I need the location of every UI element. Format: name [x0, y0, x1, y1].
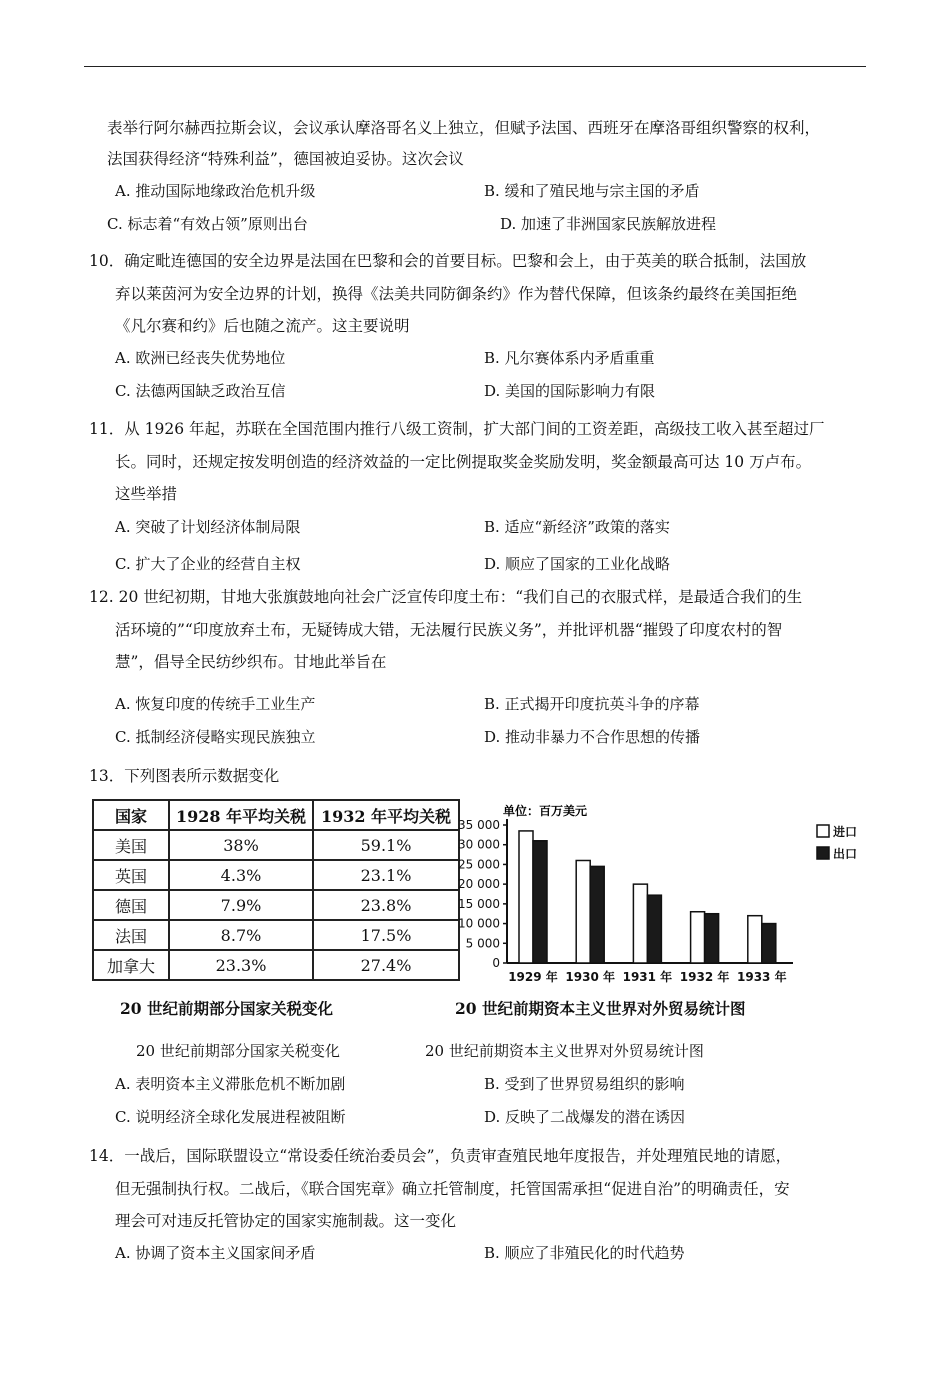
table-cell: 38% [169, 830, 313, 860]
x-tick-label: 1931 年 [622, 970, 673, 984]
q12-option-c[interactable]: C. 抵制经济侵略实现民族独立 [115, 728, 316, 746]
y-tick-label: 20 000 [458, 877, 500, 892]
bar-import [519, 831, 533, 963]
q9-text-line2: 法国获得经济“特殊利益”，德国被迫妥协。这次会议 [107, 150, 464, 168]
table-row [93, 860, 459, 890]
table-cell: 23.1% [313, 860, 459, 890]
y-tick-label: 5 000 [465, 936, 500, 951]
q12-option-d[interactable]: D. 推动非暴力不合作思想的传播 [484, 728, 701, 746]
sub-caption-left: 20 世纪前期部分国家关税变化 [136, 1042, 340, 1060]
q13-stem: 13．下列图表所示数据变化 [89, 767, 280, 785]
q13-option-a[interactable]: A. 表明资本主义滞胀危机不断加剧 [115, 1075, 346, 1093]
y-tick-label: 0 [492, 956, 500, 970]
q12-text-line3: 慧”，倡导全民纺纱织布。甘地此举旨在 [115, 653, 387, 671]
table-cell: 8.7% [169, 920, 313, 950]
q12-option-a[interactable]: A. 恢复印度的传统手工业生产 [115, 695, 316, 713]
table-cell: 加拿大 [93, 950, 169, 980]
bar-export [533, 841, 547, 963]
chart-unit-label: 单位：百万美元 [503, 804, 588, 818]
tariff-table-header [93, 800, 459, 830]
y-tick-label: 35 000 [458, 818, 500, 832]
q10-option-b[interactable]: B. 凡尔赛体系内矛盾重重 [484, 349, 655, 367]
q9-option-c[interactable]: C. 标志着“有效占领”原则出台 [107, 215, 308, 233]
table-cell: 23.8% [313, 890, 459, 920]
tariff-table [92, 799, 460, 981]
table-header-cell: 1928 年平均关税 [169, 800, 313, 830]
table-cell: 美国 [93, 830, 169, 860]
bar-export [762, 924, 776, 963]
q11-option-a[interactable]: A. 突破了计划经济体制局限 [115, 518, 301, 536]
table-cell: 17.5% [313, 920, 459, 950]
q10-option-d[interactable]: D. 美国的国际影响力有限 [484, 382, 656, 400]
q14-text-line3: 理会可对违反托管协定的国家实施制裁。这一变化 [115, 1212, 457, 1230]
q14-option-a[interactable]: A. 协调了资本主义国家间矛盾 [115, 1244, 316, 1262]
q10-text-line2: 弃以莱茵河为安全边界的计划，换得《法美共同防御条约》作为替代保障，但该条约最终在美国拒绝 [115, 285, 798, 303]
q12-option-b[interactable]: B. 正式揭开印度抗英斗争的序幕 [484, 695, 700, 713]
table-row [93, 950, 459, 980]
table-cell: 23.3% [169, 950, 313, 980]
trade-bar-chart [455, 797, 865, 995]
table-row [93, 920, 459, 950]
q9-option-a[interactable]: A. 推动国际地缘政治危机升级 [115, 182, 316, 200]
y-tick-label: 15 000 [458, 896, 500, 911]
q11-option-c[interactable]: C. 扩大了企业的经营自主权 [115, 555, 301, 573]
y-tick-label: 30 000 [458, 837, 500, 852]
q13-option-d[interactable]: D. 反映了二战爆发的潜在诱因 [484, 1108, 686, 1126]
bar-import [633, 884, 647, 963]
q9-option-d[interactable]: D. 加速了非洲国家民族解放进程 [500, 215, 717, 233]
q11-text-line3: 这些举措 [115, 485, 178, 503]
x-tick-label: 1929 年 [508, 970, 558, 984]
q9-option-b[interactable]: B. 缓和了殖民地与宗主国的矛盾 [484, 182, 700, 200]
table-cell: 27.4% [313, 950, 459, 980]
table-row [93, 830, 459, 860]
y-tick-label: 10 000 [458, 916, 500, 931]
table-header-cell: 国家 [93, 800, 169, 830]
q11-option-b[interactable]: B. 适应“新经济”政策的落实 [484, 518, 670, 536]
q12-text-line2: 活环境的”“印度放弃土布，无疑铸成大错，无法履行民族义务”，并批评机器“摧毁了印度农村的智 [115, 621, 783, 639]
q9-text-line1: 表举行阿尔赫西拉斯会议，会议承认摩洛哥名义上独立，但赋予法国、西班牙在摩洛哥组织警察的权利， [107, 119, 821, 137]
table-figure-caption: 20 世纪前期部分国家关税变化 [120, 999, 333, 1018]
bar-export [590, 866, 604, 963]
table-cell: 法国 [93, 920, 169, 950]
q13-option-b[interactable]: B. 受到了世界贸易组织的影响 [484, 1075, 685, 1093]
legend-swatch [817, 825, 829, 837]
q14-text-line1: 14．一战后，国际联盟设立“常设委任统治委员会”，负责审查殖民地年度报告，并处理殖民地的请愿， [89, 1147, 792, 1165]
header-rule [84, 66, 866, 67]
q10-text-line1: 10．确定毗连德国的安全边界是法国在巴黎和会的首要目标。巴黎和会上，由于英美的联合抵制，法国放 [89, 252, 807, 270]
q11-option-d[interactable]: D. 顺应了国家的工业化战略 [484, 555, 671, 573]
chart-figure-caption: 20 世纪前期资本主义世界对外贸易统计图 [455, 999, 746, 1018]
x-tick-label: 1930 年 [565, 970, 615, 984]
bar-import [748, 916, 762, 963]
bar-export [647, 895, 661, 963]
q10-option-a[interactable]: A. 欧洲已经丧失优势地位 [115, 349, 286, 367]
q11-text-line2: 长。同时，还规定按发明创造的经济效益的一定比例提取奖金奖励发明，奖金额最高可达 10 万卢布。 [115, 453, 812, 471]
q10-text-line3: 《凡尔赛和约》后也随之流产。这主要说明 [115, 317, 410, 335]
x-tick-label: 1933 年 [737, 970, 787, 984]
legend-label: 出口 [833, 847, 858, 861]
bar-export [705, 914, 719, 963]
table-row [93, 890, 459, 920]
table-cell: 英国 [93, 860, 169, 890]
table-cell: 7.9% [169, 890, 313, 920]
q13-option-c[interactable]: C. 说明经济全球化发展进程被阻断 [115, 1108, 346, 1126]
q11-text-line1: 11．从 1926 年起，苏联在全国范围内推行八级工资制，扩大部门间的工资差距，高级技工收入甚至超过厂 [89, 420, 825, 438]
x-tick-label: 1932 年 [679, 970, 730, 984]
y-tick-label: 25 000 [458, 857, 500, 872]
bar-import [691, 912, 705, 963]
table-cell: 4.3% [169, 860, 313, 890]
q14-option-b[interactable]: B. 顺应了非殖民化的时代趋势 [484, 1244, 685, 1262]
table-cell: 德国 [93, 890, 169, 920]
bar-import [576, 860, 590, 963]
table-header-cell: 1932 年平均关税 [313, 800, 459, 830]
legend-label: 进口 [833, 825, 858, 839]
sub-caption-right: 20 世纪前期资本主义世界对外贸易统计图 [425, 1042, 704, 1060]
table-cell: 59.1% [313, 830, 459, 860]
q12-text-line1: 12. 20 世纪初期，甘地大张旗鼓地向社会广泛宣传印度土布：“我们自己的衣服式样，是最适合我们的生 [89, 588, 803, 606]
q14-text-line2: 但无强制执行权。二战后，《联合国宪章》确立托管制度，托管国需承担“促进自治”的明确责任，安 [115, 1180, 790, 1198]
legend-swatch [817, 847, 829, 859]
q10-option-c[interactable]: C. 法德两国缺乏政治互信 [115, 382, 286, 400]
